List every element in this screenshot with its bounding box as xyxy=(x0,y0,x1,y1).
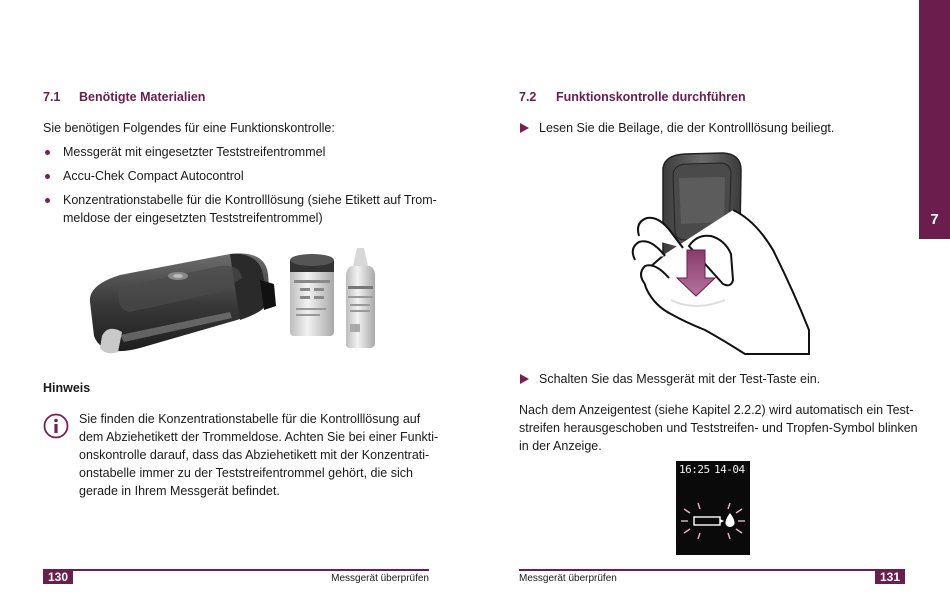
list-item-continued: meldose der eingesetzten Teststreifentrommel) xyxy=(63,211,323,225)
hint-heading: Hinweis xyxy=(43,381,91,395)
drum-container-image xyxy=(290,254,334,336)
step-arrow-icon xyxy=(520,374,529,384)
intro-text: Sie benötigen Folgendes für eine Funktionskontrolle: xyxy=(43,121,335,135)
hand-meter-illustration xyxy=(625,150,815,355)
paragraph-line: in der Anzeige. xyxy=(519,439,602,453)
chapter-tab-bar xyxy=(919,0,950,239)
footer-text-left: Messgerät überprüfen xyxy=(331,573,429,584)
page-number-right: 131 xyxy=(875,570,905,584)
footer-rule-right xyxy=(519,569,905,571)
section-title-materials: Benötigte Materialien xyxy=(79,90,206,104)
product-photo xyxy=(80,240,390,365)
meter-display xyxy=(676,461,750,555)
section-number-7-2: 7.2 xyxy=(519,90,537,104)
paragraph-line: Nach dem Anzeigentest (siehe Kapitel 2.2.2) wird automatisch ein Test- xyxy=(519,403,914,417)
bullet-dot xyxy=(45,198,50,203)
meter-image xyxy=(90,253,276,353)
paragraph-line: streifen herausgeschoben und Teststreifen- und Tropfen-Symbol blinken xyxy=(519,421,918,435)
hint-line: dem Abziehetikett der Trommeldose. Achten Sie bei einer Funkti- xyxy=(79,430,439,444)
bullet-dot xyxy=(45,174,50,179)
control-solution-bottle-image xyxy=(346,248,375,348)
list-item: Messgerät mit eingesetzter Teststreifentrommel xyxy=(63,145,326,159)
bullet-dot xyxy=(45,150,50,155)
display-date: 14-04 xyxy=(714,463,745,476)
hint-line: onskontrolle darauf, dass das Abziehetikett mit der Konzentrati- xyxy=(79,448,430,462)
step-arrow-icon xyxy=(520,123,529,133)
hint-line: onstabelle immer zu der Teststreifentrommel gehört, die sich xyxy=(79,466,413,480)
step-2-text: Schalten Sie das Messgerät mit der Test-Taste ein. xyxy=(539,372,821,386)
hint-line: gerade in Ihrem Messgerät befindet. xyxy=(79,484,280,498)
step-1-text: Lesen Sie die Beilage, die der Kontrolllösung beiliegt. xyxy=(539,121,835,135)
page-number-left: 130 xyxy=(43,570,73,584)
info-icon xyxy=(43,413,69,439)
chapter-tab-number: 7 xyxy=(930,211,939,228)
hint-line: Sie finden die Konzentrationstabelle für die Kontrolllösung auf xyxy=(79,412,421,426)
section-number-7-1: 7.1 xyxy=(43,90,61,104)
footer-rule-left xyxy=(43,569,429,571)
list-item: Accu-Chek Compact Autocontrol xyxy=(63,169,244,183)
section-title-function-check: Funktionskontrolle durchführen xyxy=(556,90,746,104)
display-time: 16:25 xyxy=(679,463,710,476)
test-strip-drop-blink-icon xyxy=(680,501,746,541)
list-item: Konzentrationstabelle für die Kontrolllösung (siehe Etikett auf Trom- xyxy=(63,193,437,207)
footer-text-right: Messgerät überprüfen xyxy=(519,573,617,584)
